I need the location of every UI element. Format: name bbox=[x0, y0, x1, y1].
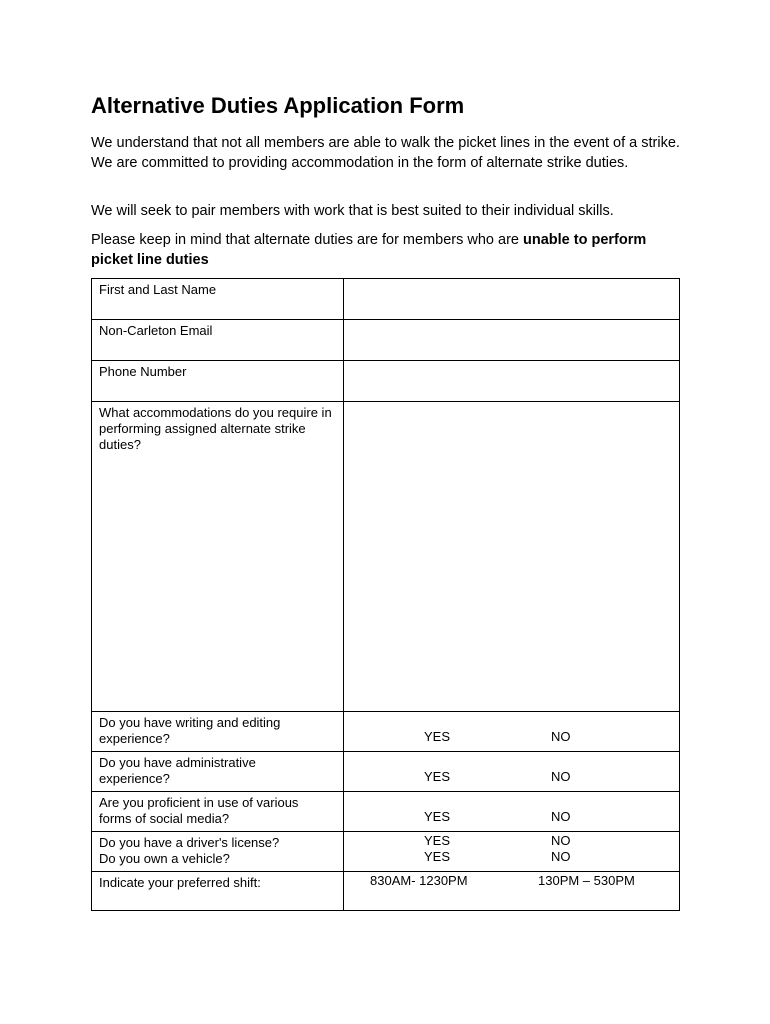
admin-question bbox=[92, 752, 344, 792]
phone-label: Phone Number bbox=[92, 361, 344, 402]
vehicle-yes-option[interactable]: YES bbox=[424, 849, 451, 864]
license-yes-option[interactable]: YES bbox=[424, 833, 451, 848]
intro-paragraph-3-text: Please keep in mind that alternate duties are for members who are bbox=[91, 232, 524, 248]
shift-question: Indicate your preferred shift: bbox=[92, 872, 344, 911]
social-media-no-option[interactable]: NO bbox=[551, 809, 571, 824]
intro-paragraph-2: We will seek to pair members with work that is best suited to their individual skills. bbox=[91, 203, 614, 219]
shift-pm-option[interactable]: 130PM – 530PM bbox=[538, 873, 635, 888]
social-media-question-line2: forms of social media? bbox=[99, 811, 230, 826]
writing-question-line2: experience? bbox=[99, 731, 170, 746]
license-no-option[interactable]: NO bbox=[551, 833, 571, 848]
admin-answer-cell bbox=[344, 752, 680, 792]
accommodations-input-cell[interactable] bbox=[344, 402, 680, 712]
form-title: Alternative Duties Application Form bbox=[91, 93, 465, 118]
phone-input-cell[interactable] bbox=[344, 361, 680, 402]
vehicle-no-option[interactable]: NO bbox=[551, 849, 571, 864]
social-media-answer-cell bbox=[344, 792, 680, 832]
intro-paragraph-1: We understand that not all members are able to walk the picket lines in the event of a strike. We are committed to providing accommodation in the form of alternate strike duties. bbox=[91, 135, 680, 171]
intro-paragraph-3 bbox=[91, 230, 681, 270]
license-question: Do you have a driver's license? bbox=[99, 835, 280, 850]
intro-paragraph-3-emphasis: unable to perform picket line duties bbox=[91, 232, 647, 268]
social-media-question-line1: Are you proficient in use of various bbox=[99, 795, 299, 810]
email-input-cell[interactable] bbox=[344, 320, 680, 361]
accommodations-label: What accommodations do you require in performing assigned alternate strike duties? bbox=[92, 402, 344, 712]
writing-no-option[interactable]: NO bbox=[551, 729, 571, 744]
shift-answer-cell bbox=[344, 872, 680, 911]
social-media-yes-option[interactable]: YES bbox=[424, 809, 451, 824]
social-media-question bbox=[92, 792, 344, 832]
admin-question-line2: experience? bbox=[99, 771, 170, 786]
name-label: First and Last Name bbox=[92, 279, 344, 320]
admin-no-option[interactable]: NO bbox=[551, 769, 571, 784]
vehicle-questions bbox=[92, 832, 344, 872]
vehicle-answer-cell bbox=[344, 832, 680, 872]
writing-answer-cell bbox=[344, 712, 680, 752]
writing-question-line1: Do you have writing and editing bbox=[99, 715, 281, 730]
vehicle-question: Do you own a vehicle? bbox=[99, 851, 230, 866]
shift-am-option[interactable]: 830AM- 1230PM bbox=[370, 873, 468, 888]
writing-yes-option[interactable]: YES bbox=[424, 729, 451, 744]
admin-yes-option[interactable]: YES bbox=[424, 769, 451, 784]
application-form-table bbox=[91, 278, 680, 911]
name-input-cell[interactable] bbox=[344, 279, 680, 320]
writing-question bbox=[92, 712, 344, 752]
admin-question-line1: Do you have administrative bbox=[99, 755, 256, 770]
email-label: Non-Carleton Email bbox=[92, 320, 344, 361]
